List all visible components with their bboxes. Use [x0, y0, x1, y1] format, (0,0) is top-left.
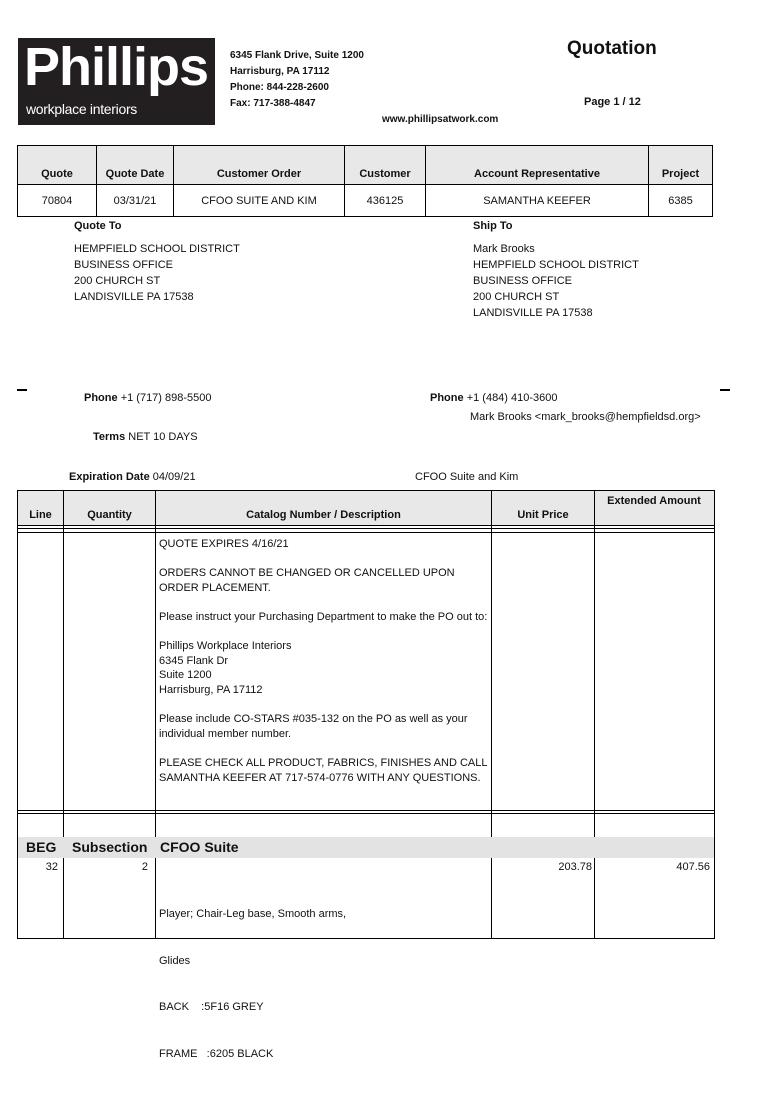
item-description-line: BACK :5F16 GREY	[159, 1001, 264, 1013]
double-rule	[18, 810, 714, 811]
subsection-label: Subsection	[72, 839, 148, 855]
note-paragraph: ORDERS CANNOT BE CHANGED OR CANCELLED UPON ORDER PLACEMENT.	[159, 567, 455, 594]
value-account-rep: SAMANTHA KEEFER	[426, 185, 649, 217]
expiration-value: 04/09/21	[152, 471, 196, 483]
ship-to-line: Mark Brooks	[473, 243, 535, 255]
note-paragraph: PLEASE CHECK ALL PRODUCT, FABRICS, FINISHES AND CALL SAMANTHA KEEFER AT 717-574-0776 WITH ANY QUESTIONS.	[159, 756, 488, 784]
page-number: Page 1 / 12	[584, 96, 641, 108]
company-address	[230, 48, 364, 112]
value-customer-order: CFOO SUITE AND KIM	[174, 185, 345, 217]
subsection-code: BEG	[26, 839, 57, 855]
col-divider	[63, 491, 64, 938]
item-extended: 407.56	[676, 861, 710, 873]
terms	[93, 429, 198, 445]
address-line: 6345 Flank Drive, Suite 1200	[230, 50, 364, 61]
logo-subtext: workplace interiors	[26, 101, 138, 117]
quote-header-table	[17, 145, 713, 217]
quote-notes	[159, 537, 489, 800]
double-rule	[18, 532, 714, 533]
quote-to-line: 200 CHURCH ST	[74, 275, 161, 287]
note-paragraph: QUOTE EXPIRES 4/16/21	[159, 538, 289, 550]
item-description	[159, 876, 346, 1093]
quote-to-address	[74, 241, 240, 305]
header-account-rep: Account Representative	[426, 146, 649, 185]
phone-label: Phone	[84, 392, 118, 404]
quote-to-line: LANDISVILLE PA 17538	[74, 291, 194, 303]
quote-to-line: HEMPFIELD SCHOOL DISTRICT	[74, 243, 240, 255]
phone-right-value: +1 (484) 410-3600	[466, 392, 558, 404]
terms-label: Terms	[93, 431, 126, 443]
terms-value: NET 10 DAYS	[128, 431, 198, 443]
address-line: Harrisburg, PA 17112	[230, 66, 330, 77]
value-quote: 70804	[18, 185, 97, 217]
header-customer-order: Customer Order	[174, 146, 345, 185]
phone-right	[430, 390, 558, 406]
expiration	[69, 469, 196, 485]
address-line: Phone: 844-228-2600	[230, 82, 329, 93]
items-header-extended: Extended Amount	[607, 495, 701, 507]
company-logo	[18, 38, 215, 125]
items-header-quantity: Quantity	[87, 509, 132, 521]
value-customer: 436125	[345, 185, 426, 217]
ship-to-address	[473, 241, 639, 321]
expiration-label: Expiration Date	[69, 471, 150, 483]
double-rule	[18, 528, 714, 529]
quote-to-line: BUSINESS OFFICE	[74, 259, 174, 271]
ship-to-line: BUSINESS OFFICE	[473, 275, 573, 287]
value-project: 6385	[649, 185, 713, 217]
note-paragraph: Please instruct your Purchasing Department to make the PO out to:	[159, 610, 488, 623]
quote-to-label: Quote To	[74, 220, 122, 232]
project-name: CFOO Suite and Kim	[415, 471, 519, 483]
item-quantity: 2	[141, 861, 148, 873]
double-rule	[18, 813, 714, 814]
ship-to-label: Ship To	[473, 220, 513, 232]
items-header-description: Catalog Number / Description	[246, 509, 401, 521]
note-paragraph: Phillips Workplace Interiors 6345 Flank Dr Suite 1200 Harrisburg, PA 17112	[159, 640, 292, 696]
line-items-table	[17, 490, 715, 1060]
ship-to-line: 200 CHURCH ST	[473, 291, 560, 303]
subsection-name: CFOO Suite	[160, 839, 239, 855]
phone-left	[84, 390, 212, 406]
ship-to-line: LANDISVILLE PA 17538	[473, 307, 593, 319]
header-quote-date: Quote Date	[97, 146, 174, 185]
items-header-line: Line	[29, 509, 52, 521]
item-description-line: FRAME :6205 BLACK	[159, 1047, 274, 1060]
note-paragraph: Please include CO-STARS #035-132 on the PO as well as your individual member number.	[159, 713, 468, 740]
fold-mark-right	[720, 389, 730, 391]
phone-label: Phone	[430, 392, 464, 404]
col-divider	[594, 491, 595, 938]
value-quote-date: 03/31/21	[97, 185, 174, 217]
company-website: www.phillipsatwork.com	[382, 114, 499, 125]
contact-email: Mark Brooks <mark_brooks@hempfieldsd.org>	[470, 411, 701, 423]
document-title: Quotation	[567, 38, 657, 59]
fold-mark-left	[17, 389, 27, 391]
ship-to-line: HEMPFIELD SCHOOL DISTRICT	[473, 259, 639, 271]
col-divider	[155, 491, 156, 938]
item-unit-price: 203.78	[558, 861, 592, 873]
subsection-row	[18, 837, 714, 858]
header-quote: Quote	[18, 146, 97, 185]
phone-left-value: +1 (717) 898-5500	[120, 392, 212, 404]
address-line: Fax: 717-388-4847	[230, 98, 316, 109]
item-line: 32	[45, 861, 58, 873]
item-description-line: Player; Chair-Leg base, Smooth arms,	[159, 908, 347, 920]
items-header-unit-price: Unit Price	[517, 509, 569, 521]
logo-text: Phillips	[24, 37, 209, 97]
header-customer: Customer	[345, 146, 426, 185]
col-divider	[491, 491, 492, 938]
header-project: Project	[649, 146, 713, 185]
item-description-line: Glides	[159, 954, 191, 967]
